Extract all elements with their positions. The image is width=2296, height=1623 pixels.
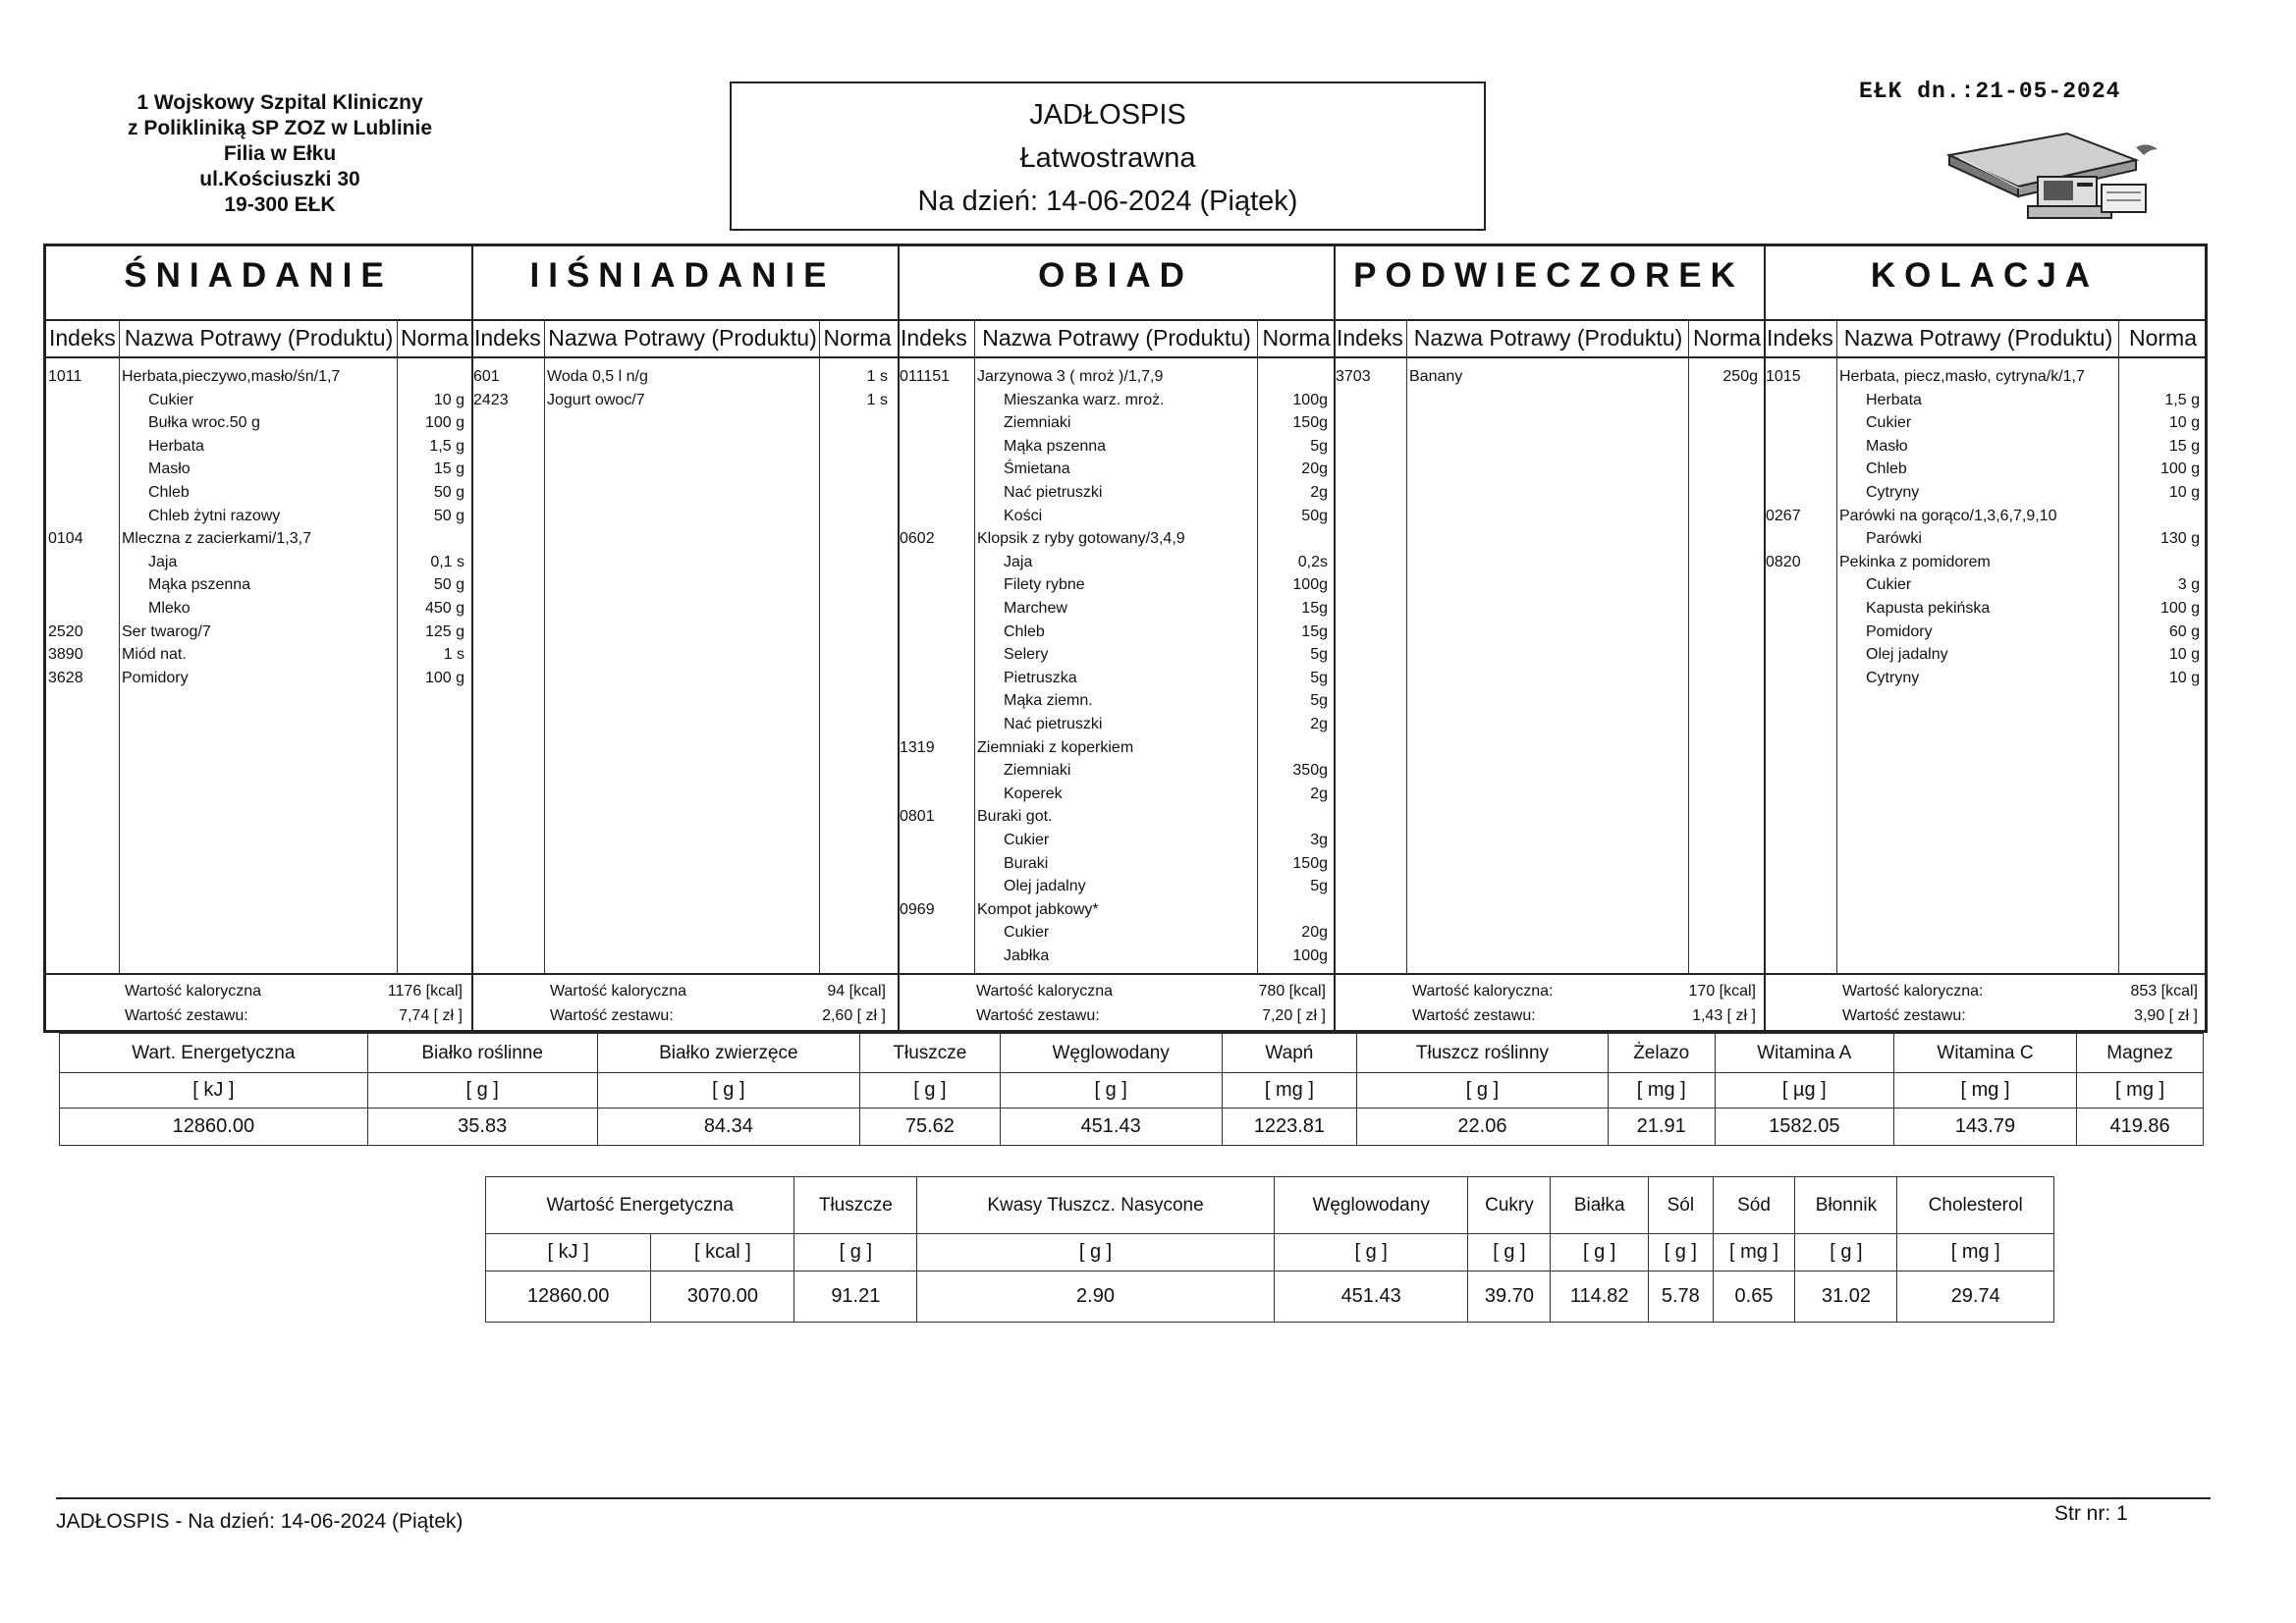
nutrient-header: Białka xyxy=(1551,1177,1649,1234)
ingredient-norm: 350g xyxy=(1292,762,1328,780)
hospital-address xyxy=(93,90,466,218)
column-header-index: Indeks xyxy=(474,325,541,351)
dish-index: 0104 xyxy=(48,530,83,548)
ingredient-norm: 100 g xyxy=(424,414,465,432)
nutrient-unit: [ g ] xyxy=(1274,1234,1468,1271)
nutrient-unit: [ g ] xyxy=(794,1234,917,1271)
ingredient-norm: 1 s xyxy=(866,368,888,385)
nutrient-value: 451.43 xyxy=(1274,1271,1468,1323)
ingredient-norm: 100g xyxy=(1292,947,1328,964)
column-header-index: Indeks xyxy=(1767,325,1833,351)
calorie-label: Wartość kaloryczna: xyxy=(1412,983,1554,1000)
nutrition-table-1 xyxy=(59,1033,2204,1146)
ingredient-name: Ziemniaki xyxy=(1004,414,1071,432)
nutrient-header: Wartość Energetyczna xyxy=(486,1177,794,1234)
nutrition-table-2 xyxy=(485,1176,2054,1323)
ingredient-name: Buraki xyxy=(1004,854,1049,872)
ingredient-norm: 125 g xyxy=(424,622,465,640)
column-header-index: Indeks xyxy=(1337,325,1403,351)
nutrient-unit: [ g ] xyxy=(597,1073,860,1109)
nutrient-value: 1223.81 xyxy=(1222,1109,1357,1146)
section-divider xyxy=(1764,246,1766,1030)
calorie-label: Wartość kaloryczna xyxy=(550,983,686,1000)
ingredient-norm: 15g xyxy=(1301,622,1328,640)
cost-label: Wartość zestawu: xyxy=(1842,1007,1966,1024)
ingredient-norm: 150g xyxy=(1292,854,1328,872)
ingredient-norm: 60 g xyxy=(2168,622,2200,640)
nutrient-unit: [ mg ] xyxy=(1222,1073,1357,1109)
footer-divider xyxy=(56,1497,2211,1499)
calorie-value: 780 [kcal] xyxy=(1258,983,1326,1000)
ingredient-norm: 150g xyxy=(1292,414,1328,432)
ingredient-name: Parówki xyxy=(1866,530,1922,548)
ingredient-norm: 100 g xyxy=(424,669,465,686)
ingredient-name: Bułka wroc.50 g xyxy=(148,414,260,432)
nutrient-header: Żelazo xyxy=(1608,1034,1715,1073)
ingredient-norm: 100 g xyxy=(2159,460,2200,478)
ingredient-name: Pietruszka xyxy=(1004,669,1077,686)
dish-name: Herbata,pieczywo,masło/śn/1,7 xyxy=(122,368,341,385)
calorie-value: 853 [kcal] xyxy=(2130,983,2198,1000)
column-line xyxy=(1836,319,1837,973)
dish-name: Banany xyxy=(1409,368,1463,385)
nutrient-header: Sól xyxy=(1649,1177,1714,1234)
dish-index: 3890 xyxy=(48,646,83,664)
ingredient-norm: 100 g xyxy=(2159,600,2200,617)
ingredient-name: Masło xyxy=(148,460,191,478)
dish-index: 1319 xyxy=(900,738,935,756)
ingredient-name: Chleb xyxy=(1866,460,1907,478)
nutrient-header: Magnez xyxy=(2077,1034,2204,1073)
column-header-norm: Norma xyxy=(1692,325,1761,351)
footer-text: JADŁOSPIS - Na dzień: 14-06-2024 (Piątek) xyxy=(56,1510,464,1533)
ingredient-norm: 1,5 g xyxy=(429,437,465,455)
ingredient-norm: 1 s xyxy=(866,391,888,408)
ingredient-norm: 20g xyxy=(1301,460,1328,478)
nutrient-value: 1582.05 xyxy=(1715,1109,1893,1146)
meal-heading: PODWIECZOREK xyxy=(1353,256,1744,295)
calorie-value: 1176 [kcal] xyxy=(387,983,463,1000)
dish-name: Buraki got. xyxy=(977,808,1053,826)
nutrient-unit: [ g ] xyxy=(1551,1234,1649,1271)
nutrient-header: Węglowodany xyxy=(1274,1177,1468,1234)
nutrient-unit: [ g ] xyxy=(1357,1073,1609,1109)
nutrient-unit: [ mg ] xyxy=(2077,1073,2204,1109)
dish-name: Ziemniaki z koperkiem xyxy=(977,738,1134,756)
nutrient-value: 29.74 xyxy=(1897,1271,2054,1323)
calorie-label: Wartość kaloryczna xyxy=(125,983,261,1000)
dish-index: 0602 xyxy=(900,530,935,548)
nutrient-value: 143.79 xyxy=(1893,1109,2076,1146)
column-header-index: Indeks xyxy=(49,325,116,351)
section-divider xyxy=(1334,246,1336,1030)
ingredient-norm: 100g xyxy=(1292,576,1328,594)
nutrient-value: 21.91 xyxy=(1608,1109,1715,1146)
dish-name: Parówki na gorąco/1,3,6,7,9,10 xyxy=(1839,507,2057,524)
nutrient-value: 419.86 xyxy=(2077,1109,2204,1146)
nutrient-value: 3070.00 xyxy=(651,1271,794,1323)
dish-name: Pekinka z pomidorem xyxy=(1839,553,1991,570)
ingredient-norm: 50g xyxy=(1301,507,1328,524)
ingredient-name: Herbata xyxy=(148,437,204,455)
nutrient-unit: [ mg ] xyxy=(1893,1073,2076,1109)
column-header-index: Indeks xyxy=(901,325,967,351)
nutrient-unit: [ kJ ] xyxy=(486,1234,651,1271)
ingredient-name: Chleb xyxy=(1004,622,1045,640)
cost-value: 7,20 [ zł ] xyxy=(1262,1007,1326,1024)
ingredient-norm: 10 g xyxy=(2168,414,2200,432)
nutrient-header: Cukry xyxy=(1468,1177,1551,1234)
nutrient-value: 451.43 xyxy=(1000,1109,1222,1146)
hospital-line: 19-300 EŁK xyxy=(224,193,336,216)
nutrient-value: 5.78 xyxy=(1649,1271,1714,1323)
nutrient-header: Tłuszcze xyxy=(794,1177,917,1234)
ingredient-name: Ziemniaki xyxy=(1004,762,1071,780)
dish-name: Woda 0,5 l n/g xyxy=(547,368,648,385)
column-header-norm: Norma xyxy=(1262,325,1331,351)
ingredient-name: Pomidory xyxy=(1866,622,1933,640)
ingredient-norm: 5g xyxy=(1310,878,1328,895)
ingredient-name: Cukier xyxy=(1004,924,1050,942)
hospital-line: z Polikliniką SP ZOZ w Lublinie xyxy=(128,117,432,139)
column-line xyxy=(1688,319,1689,973)
ingredient-norm: 15g xyxy=(1301,600,1328,617)
ingredient-name: Cukier xyxy=(1866,576,1912,594)
column-line xyxy=(974,319,975,973)
grid-line xyxy=(46,319,2205,321)
ingredient-norm: 1,5 g xyxy=(2164,391,2200,408)
ingredient-norm: 10 g xyxy=(2168,484,2200,501)
ingredient-norm: 450 g xyxy=(424,600,465,617)
ingredient-norm: 5g xyxy=(1310,692,1328,710)
dish-index: 0267 xyxy=(1766,507,1801,524)
dish-index: 3628 xyxy=(48,669,83,686)
nutrient-header: Tłuszcz roślinny xyxy=(1357,1034,1609,1073)
ingredient-norm: 0,2s xyxy=(1297,553,1328,570)
menu-table xyxy=(43,243,2208,1033)
ingredient-norm: 10 g xyxy=(2168,646,2200,664)
nutrient-header: Wapń xyxy=(1222,1034,1357,1073)
ingredient-norm: 3g xyxy=(1310,832,1328,848)
dish-name: Jarzynowa 3 ( mroż )/1,7,9 xyxy=(977,368,1164,385)
ingredient-name: Nać pietruszki xyxy=(1004,484,1103,501)
grid-line xyxy=(46,356,2205,358)
ingredient-name: Mleko xyxy=(148,600,191,617)
nutrient-value: 22.06 xyxy=(1357,1109,1609,1146)
column-line xyxy=(1406,319,1407,973)
grid-line xyxy=(46,973,2205,975)
nutrient-header: Białko zwierzęce xyxy=(597,1034,860,1073)
page-number: Str nr: 1 xyxy=(2054,1502,2128,1525)
calorie-value: 94 [kcal] xyxy=(827,983,886,1000)
dish-index: 601 xyxy=(473,368,500,385)
nutrient-unit: [ µg ] xyxy=(1715,1073,1893,1109)
ingredient-norm: 2g xyxy=(1310,716,1328,732)
ingredient-name: Mąka ziemn. xyxy=(1004,692,1093,710)
hospital-line: 1 Wojskowy Szpital Kliniczny xyxy=(137,91,423,114)
column-header-norm: Norma xyxy=(823,325,892,351)
ingredient-name: Jaja xyxy=(148,553,178,570)
ingredient-norm: 10 g xyxy=(2168,669,2200,686)
ingredient-norm: 130 g xyxy=(2159,530,2200,548)
section-divider xyxy=(471,246,473,1030)
ingredient-name: Marchew xyxy=(1004,600,1067,617)
nutrient-header: Kwasy Tłuszcz. Nasycone xyxy=(917,1177,1275,1234)
ingredient-norm: 15 g xyxy=(2168,437,2200,455)
ingredient-norm: 15 g xyxy=(433,460,465,478)
ingredient-name: Nać pietruszki xyxy=(1004,716,1103,732)
ingredient-norm: 50 g xyxy=(433,507,465,524)
dish-name: Mleczna z zacierkami/1,3,7 xyxy=(122,530,311,548)
meal-heading: IIŚNIADANIE xyxy=(529,256,836,295)
dish-index: 0969 xyxy=(900,900,935,918)
nutrient-header: Witamina C xyxy=(1893,1034,2076,1073)
meal-heading: KOLACJA xyxy=(1870,256,2100,295)
nutrient-header: Witamina A xyxy=(1715,1034,1893,1073)
nutrient-value: 114.82 xyxy=(1551,1271,1649,1323)
dish-name: Ser twarog/7 xyxy=(122,622,211,640)
nutrient-unit: [ g ] xyxy=(1000,1073,1222,1109)
ingredient-name: Cytryny xyxy=(1866,484,1920,501)
dish-name: Kompot jabkowy* xyxy=(977,900,1099,918)
title-box xyxy=(730,81,1486,231)
nutrient-header: Węglowodany xyxy=(1000,1034,1222,1073)
column-header-norm: Norma xyxy=(2128,325,2197,351)
ingredient-name: Filety rybne xyxy=(1004,576,1085,594)
nutrient-value: 39.70 xyxy=(1468,1271,1551,1323)
column-header-name: Nazwa Potrawy (Produktu) xyxy=(982,325,1251,351)
dish-index: 1011 xyxy=(48,368,82,385)
ingredient-name: Jabłka xyxy=(1004,947,1050,964)
nutrient-header: Wart. Energetyczna xyxy=(60,1034,368,1073)
nutrient-value: 12860.00 xyxy=(486,1271,651,1323)
nutrient-value: 0.65 xyxy=(1713,1271,1795,1323)
ingredient-norm: 0,1 s xyxy=(430,553,465,570)
ingredient-name: Śmietana xyxy=(1004,460,1070,478)
calorie-value: 170 [kcal] xyxy=(1688,983,1756,1000)
ingredient-name: Cukier xyxy=(1004,832,1050,848)
page-title: JADŁOSPIS xyxy=(1029,99,1186,131)
nutrient-unit: [ g ] xyxy=(1649,1234,1714,1271)
nutrient-unit: [ mg ] xyxy=(1608,1073,1715,1109)
ingredient-norm: 5g xyxy=(1310,646,1328,664)
meal-heading: ŚNIADANIE xyxy=(124,256,393,295)
cost-label: Wartość zestawu: xyxy=(976,1007,1100,1024)
ingredient-name: Mąka pszenna xyxy=(1004,437,1107,455)
ingredient-name: Cukier xyxy=(148,391,194,408)
column-line xyxy=(819,319,820,973)
nutrient-header: Cholesterol xyxy=(1897,1177,2054,1234)
dish-index: 1015 xyxy=(1766,368,1801,385)
dish-name: Herbata, piecz,masło, cytryna/k/1,7 xyxy=(1839,368,2085,385)
nutrient-unit: [ kJ ] xyxy=(60,1073,368,1109)
nutrient-unit: [ g ] xyxy=(1468,1234,1551,1271)
calorie-label: Wartość kaloryczna: xyxy=(1842,983,1984,1000)
dish-index: 0801 xyxy=(900,808,935,826)
ingredient-name: Jaja xyxy=(1004,553,1033,570)
nutrient-unit: [ g ] xyxy=(1795,1234,1897,1271)
ingredient-norm: 2g xyxy=(1310,784,1328,802)
diet-name: Łatwostrawna xyxy=(1019,142,1196,174)
nutrient-value: 2.90 xyxy=(917,1271,1275,1323)
cost-value: 3,90 [ zł ] xyxy=(2134,1007,2198,1024)
hospital-line: Filia w Ełku xyxy=(223,142,337,165)
ingredient-norm: 2g xyxy=(1310,484,1328,501)
dish-index: 011151 xyxy=(900,368,951,385)
column-header-norm: Norma xyxy=(400,325,468,351)
meal-heading: OBIAD xyxy=(1038,256,1193,295)
nutrient-unit: [ g ] xyxy=(860,1073,1001,1109)
dish-index: 2520 xyxy=(48,622,83,640)
calorie-label: Wartość kaloryczna xyxy=(976,983,1113,1000)
cost-value: 1,43 [ zł ] xyxy=(1692,1007,1756,1024)
ingredient-norm: 100g xyxy=(1292,391,1328,408)
ingredient-name: Olej jadalny xyxy=(1004,878,1086,895)
nutrient-unit: [ g ] xyxy=(367,1073,597,1109)
ingredient-norm: 1 s xyxy=(443,646,465,664)
nutrient-unit: [ mg ] xyxy=(1897,1234,2054,1271)
cost-label: Wartość zestawu: xyxy=(125,1007,248,1024)
nutrient-unit: [ mg ] xyxy=(1713,1234,1795,1271)
ingredient-name: Kości xyxy=(1004,507,1043,524)
dish-name: Miód nat. xyxy=(122,646,187,664)
ingredient-name: Masło xyxy=(1866,437,1908,455)
book-computer-logo-icon xyxy=(1940,126,2165,224)
ingredient-name: Chleb żytni razowy xyxy=(148,507,281,524)
ingredient-name: Cytryny xyxy=(1866,669,1920,686)
column-header-name: Nazwa Potrawy (Produktu) xyxy=(124,325,394,351)
ingredient-norm: 50 g xyxy=(433,576,465,594)
nutrient-header: Błonnik xyxy=(1795,1177,1897,1234)
nutrient-unit: [ g ] xyxy=(917,1234,1275,1271)
ingredient-name: Cukier xyxy=(1866,414,1912,432)
nutrient-value: 31.02 xyxy=(1795,1271,1897,1323)
dish-index: 2423 xyxy=(473,391,509,408)
nutrient-unit: [ kcal ] xyxy=(651,1234,794,1271)
ingredient-name: Mąka pszenna xyxy=(148,576,251,594)
cost-value: 2,60 [ zł ] xyxy=(822,1007,886,1024)
nutrient-header: Tłuszcze xyxy=(860,1034,1001,1073)
ingredient-name: Chleb xyxy=(148,484,190,501)
column-line xyxy=(544,319,545,973)
ingredient-name: Olej jadalny xyxy=(1866,646,1948,664)
column-line xyxy=(119,319,120,973)
ingredient-norm: 5g xyxy=(1310,437,1328,455)
ingredient-name: Herbata xyxy=(1866,391,1922,408)
nutrient-header: Sód xyxy=(1713,1177,1795,1234)
nutrient-value: 91.21 xyxy=(794,1271,917,1323)
column-header-name: Nazwa Potrawy (Produktu) xyxy=(548,325,817,351)
ingredient-norm: 5g xyxy=(1310,669,1328,686)
hospital-line: ul.Kościuszki 30 xyxy=(199,168,360,190)
dish-name: Jogurt owoc/7 xyxy=(547,391,645,408)
ingredient-norm: 50 g xyxy=(433,484,465,501)
ingredient-norm: 3 g xyxy=(2177,576,2200,594)
dish-index: 0820 xyxy=(1766,553,1801,570)
nutrient-value: 35.83 xyxy=(367,1109,597,1146)
ingredient-name: Selery xyxy=(1004,646,1049,664)
column-header-name: Nazwa Potrawy (Produktu) xyxy=(1843,325,2113,351)
menu-date: Na dzień: 14-06-2024 (Piątek) xyxy=(917,186,1298,217)
cost-label: Wartość zestawu: xyxy=(550,1007,674,1024)
nutrient-header: Białko roślinne xyxy=(367,1034,597,1073)
ingredient-name: Mieszanka warz. mroż. xyxy=(1004,391,1165,408)
ingredient-norm: 20g xyxy=(1301,924,1328,942)
nutrient-value: 12860.00 xyxy=(60,1109,368,1146)
column-header-name: Nazwa Potrawy (Produktu) xyxy=(1413,325,1683,351)
nutrient-value: 84.34 xyxy=(597,1109,860,1146)
cost-value: 7,74 [ zł ] xyxy=(399,1007,463,1024)
ingredient-norm: 250g xyxy=(1722,368,1758,385)
cost-label: Wartość zestawu: xyxy=(1412,1007,1536,1024)
issue-date: EŁK dn.:21-05-2024 xyxy=(1859,79,2121,104)
ingredient-norm: 10 g xyxy=(433,391,465,408)
ingredient-name: Koperek xyxy=(1004,784,1063,802)
dish-index: 3703 xyxy=(1336,368,1371,385)
dish-name: Pomidory xyxy=(122,669,189,686)
ingredient-name: Kapusta pekińska xyxy=(1866,600,1991,617)
nutrient-value: 75.62 xyxy=(860,1109,1001,1146)
dish-name: Klopsik z ryby gotowany/3,4,9 xyxy=(977,530,1185,548)
